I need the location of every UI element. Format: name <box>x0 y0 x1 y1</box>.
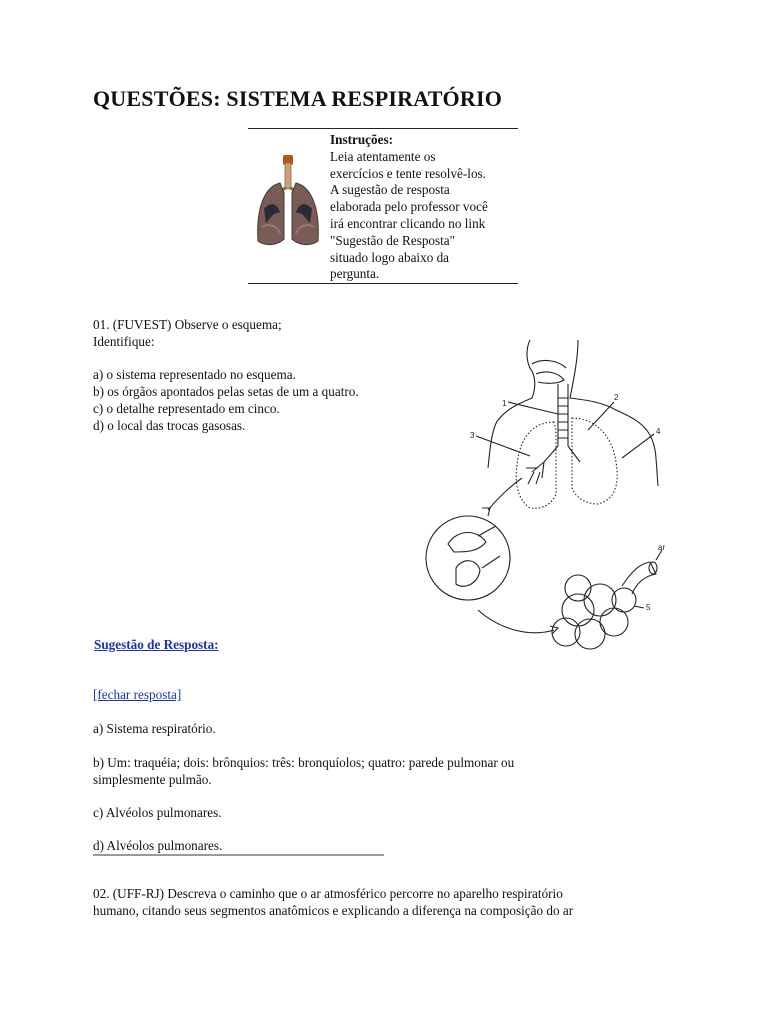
answer-c: c) Alvéolos pulmonares. <box>93 805 222 820</box>
question-1-item: d) o local das trocas gasosas. <box>93 417 246 433</box>
suggestion-link[interactable]: Sugestão de Resposta: <box>94 637 219 652</box>
diagram-label: 2 <box>614 393 619 402</box>
respiratory-diagram <box>418 338 680 660</box>
instructions-line: A sugestão de resposta <box>330 182 450 198</box>
diagram-label: 3 <box>470 431 475 440</box>
diagram-label: 5 <box>646 603 651 612</box>
instructions-box <box>248 128 518 284</box>
diagram-label: ar <box>658 543 666 552</box>
question-1-subheader: Identifique: <box>93 333 155 349</box>
lungs-illustration <box>252 153 324 251</box>
answer-d: d) Alvéolos pulmonares. <box>93 838 223 853</box>
question-1 <box>93 317 359 435</box>
instructions-line: elaborada pelo professor você <box>330 199 488 215</box>
question-2 <box>93 886 713 920</box>
instructions-line: irá encontrar clicando no link <box>330 215 486 231</box>
question-2-line: humano, citando seus segmentos anatômicos e explicando a diferença na composição do ar <box>93 902 574 918</box>
answer-b-line: b) Um: traquéia; dois: brônquios: três: bronquíolos; quatro: parede pulmonar ou <box>93 755 515 770</box>
answer-divider <box>93 854 384 856</box>
question-1-item: c) o detalhe representado em cinco. <box>93 400 280 416</box>
instructions-line: exercícios e tente resolvê-los. <box>330 165 486 181</box>
instructions-line: pergunta. <box>330 266 380 282</box>
question-1-header: 01. (FUVEST) Observe o esquema; <box>93 317 282 332</box>
answer-b <box>93 755 514 789</box>
close-answer-link[interactable]: [fechar resposta] <box>93 687 182 702</box>
instructions-line: "Sugestão de Resposta" <box>330 232 456 248</box>
instructions-line: Leia atentamente os <box>330 148 436 164</box>
question-2-line: 02. (UFF-RJ) Descreva o caminho que o ar atmosférico percorre no aparelho respiratório <box>93 886 563 901</box>
answer-b-line: simplesmente pulmão. <box>93 771 212 787</box>
diagram-label: 1 <box>502 399 507 408</box>
question-1-item: b) os órgãos apontados pelas setas de um a quatro. <box>93 384 359 400</box>
diagram-label: 4 <box>656 427 661 436</box>
instructions-line: situado logo abaixo da <box>330 249 450 265</box>
answer-a: a) Sistema respiratório. <box>93 721 216 736</box>
instructions-heading: Instruções: <box>330 132 394 147</box>
instructions-text <box>330 132 520 283</box>
page-title: QUESTÕES: SISTEMA RESPIRATÓRIO <box>93 86 503 111</box>
question-1-item: a) o sistema representado no esquema. <box>93 367 296 383</box>
